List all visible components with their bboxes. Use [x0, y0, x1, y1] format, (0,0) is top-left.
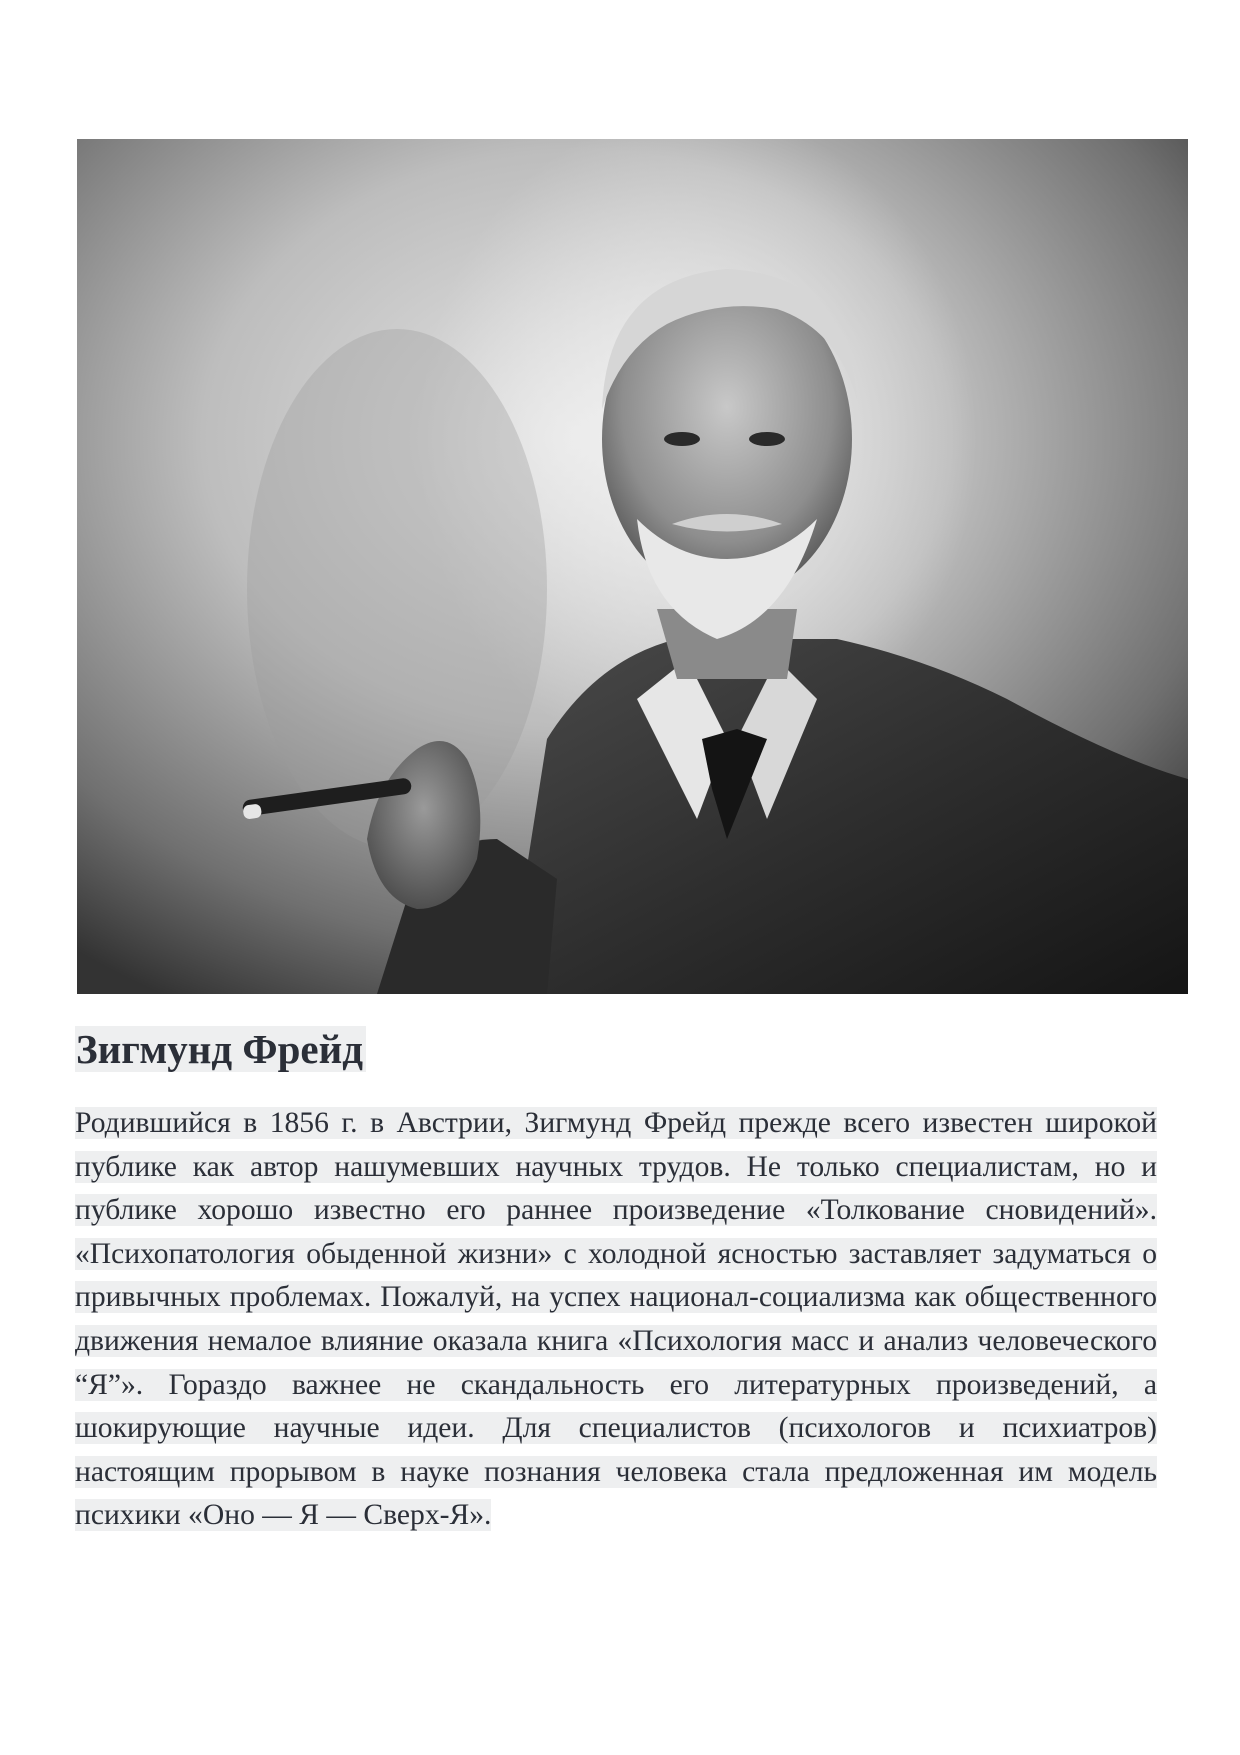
page-title-text: Зигмунд Фрейд — [75, 1026, 366, 1072]
portrait-illustration — [77, 139, 1188, 994]
biography-paragraph — [75, 1102, 1157, 1538]
biography-text: Родившийся в 1856 г. в Австрии, Зигмунд Фрейд прежде всего известен широкой публике как автор нашумевших научных трудов. Не только специалистам, но и публике хорошо известно его раннее произведение «Толкование сновидений». «Психопатология обыденной жизни» с холодной ясностью заставляет задуматься о привычных проблемах. Пожалуй, на успех национал-социализма как общественного движения немалое влияние оказала книга «Психология масс и анализ человеческого “Я”». Гораздо важнее не скандальность его литературных произведений, а шокирующие научные идеи. Для специалистов (психологов и психиатров) настоящим прорывом в науке познания человека стала предложенная им модель психики «Оно — Я — Сверх-Я». — [75, 1107, 1157, 1532]
page-title — [75, 1020, 366, 1078]
portrait-photo — [77, 139, 1188, 994]
